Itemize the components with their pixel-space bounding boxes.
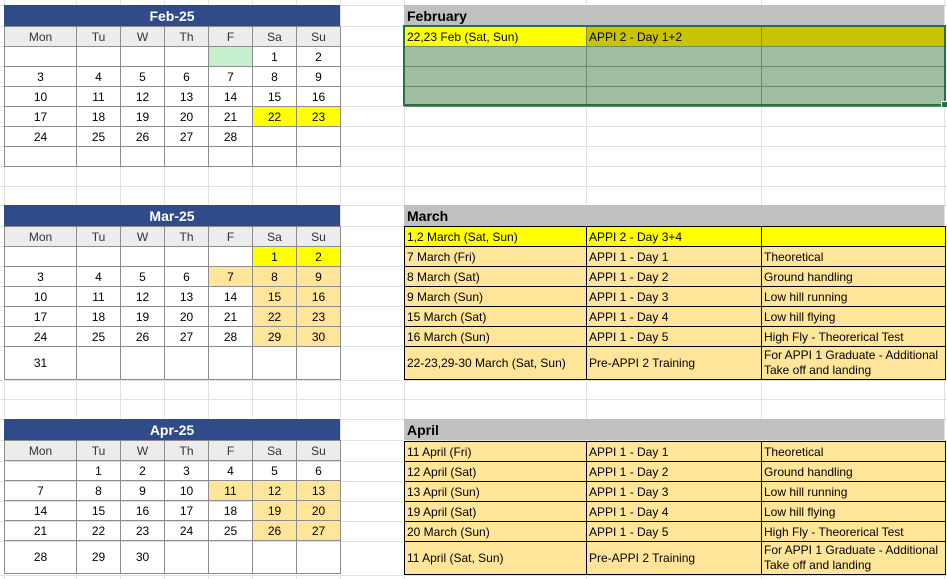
calendar-day-cell[interactable]: 24	[165, 521, 209, 541]
calendar-day-cell[interactable]: 21	[209, 107, 253, 127]
weekday-header: Mon	[5, 441, 77, 461]
schedule-date-cell[interactable]: 13 April (Sun)	[405, 482, 587, 502]
calendar-day-cell[interactable]: 2	[121, 461, 165, 481]
calendar-day-cell[interactable]: 22	[77, 521, 121, 541]
calendar-day-cell[interactable]: 6	[297, 461, 341, 481]
calendar-day-cell[interactable]: 26	[253, 521, 297, 541]
weekday-header: F	[209, 27, 253, 47]
calendar-day-cell[interactable]: 16	[297, 287, 341, 307]
schedule-topic-cell[interactable]: For APPI 1 Graduate - Additional Take off and landing	[762, 542, 946, 575]
weekday-header: Sa	[253, 27, 297, 47]
calendar-day-cell[interactable]	[297, 541, 341, 574]
calendar-day-cell[interactable]: 14	[209, 87, 253, 107]
weekday-header: Tu	[77, 441, 121, 461]
weekday-header: W	[121, 441, 165, 461]
schedule-date-cell[interactable]: 8 March (Sat)	[405, 267, 587, 287]
weekday-header: Su	[297, 227, 341, 247]
weekday-header: W	[121, 27, 165, 47]
calendar-day-cell[interactable]	[253, 147, 297, 167]
schedule-course-cell[interactable]: Pre-APPI 2 Training	[587, 542, 762, 575]
schedule-course-cell[interactable]: Pre-APPI 2 Training	[587, 347, 762, 380]
schedule-course-cell[interactable]: APPI 1 - Day 5	[587, 327, 762, 347]
calendar-day-cell[interactable]: 30	[121, 541, 165, 574]
calendar-day-cell[interactable]: 25	[77, 327, 121, 347]
calendar-day-cell[interactable]	[121, 347, 165, 380]
calendar-day-cell[interactable]: 3	[5, 267, 77, 287]
calendar-day-cell[interactable]: 23	[297, 107, 341, 127]
calendar-day-cell[interactable]: 13	[165, 87, 209, 107]
calendar-day-cell[interactable]	[121, 47, 165, 67]
calendar-day-cell[interactable]: 12	[121, 87, 165, 107]
calendar-day-cell[interactable]: 27	[165, 127, 209, 147]
calendar-day-cell[interactable]	[209, 147, 253, 167]
calendar-day-cell[interactable]	[297, 347, 341, 380]
schedule-topic-cell[interactable]: High Fly - Theorerical Test	[762, 327, 946, 347]
weekday-header: Sa	[253, 441, 297, 461]
schedule-topic-cell[interactable]	[762, 87, 946, 107]
schedule-course-cell[interactable]: APPI 1 - Day 2	[587, 462, 762, 482]
calendar-day-cell[interactable]: 28	[209, 327, 253, 347]
calendar-day-cell[interactable]: 3	[165, 461, 209, 481]
schedule-date-cell[interactable]	[405, 47, 587, 67]
calendar-day-cell[interactable]	[253, 541, 297, 574]
calendar-day-cell[interactable]: 17	[5, 107, 77, 127]
calendar-day-cell[interactable]: 22	[253, 307, 297, 327]
schedule-course-cell[interactable]: APPI 1 - Day 3	[587, 482, 762, 502]
schedule-topic-cell[interactable]: Theoretical	[762, 247, 946, 267]
schedule-date-cell[interactable]: 1,2 March (Sat, Sun)	[405, 227, 587, 247]
schedule-course-cell[interactable]: APPI 2 - Day 3+4	[587, 227, 762, 247]
calendar-day-cell[interactable]	[77, 47, 121, 67]
schedule-course-cell[interactable]: APPI 1 - Day 4	[587, 307, 762, 327]
schedule-course-cell[interactable]	[587, 87, 762, 107]
calendar-day-cell[interactable]	[77, 347, 121, 380]
calendar-day-cell[interactable]	[77, 147, 121, 167]
calendar-day-cell[interactable]: 25	[209, 521, 253, 541]
schedule-title-april: April	[404, 419, 944, 440]
calendar-day-cell[interactable]: 1	[253, 247, 297, 267]
schedule-date-cell[interactable]: 15 March (Sat)	[405, 307, 587, 327]
calendar-day-cell[interactable]: 15	[77, 501, 121, 521]
weekday-header: Tu	[77, 227, 121, 247]
calendar-day-cell[interactable]: 11	[77, 287, 121, 307]
calendar-day-cell[interactable]	[5, 247, 77, 267]
calendar-day-cell[interactable]	[209, 247, 253, 267]
calendar-day-cell[interactable]: 13	[297, 481, 341, 501]
calendar-day-cell[interactable]: 27	[297, 521, 341, 541]
calendar-day-cell[interactable]: 18	[77, 107, 121, 127]
calendar-day-cell[interactable]: 28	[5, 541, 77, 574]
calendar-feb	[4, 26, 341, 167]
calendar-day-cell[interactable]: 18	[209, 501, 253, 521]
schedule-february	[404, 26, 946, 107]
calendar-day-cell[interactable]	[121, 147, 165, 167]
calendar-day-cell[interactable]	[253, 127, 297, 147]
calendar-day-cell[interactable]: 5	[121, 67, 165, 87]
calendar-day-cell[interactable]: 1	[77, 461, 121, 481]
schedule-topic-cell[interactable]	[762, 67, 946, 87]
schedule-date-cell[interactable]	[405, 67, 587, 87]
calendar-day-cell[interactable]	[165, 347, 209, 380]
calendar-day-cell[interactable]: 2	[297, 247, 341, 267]
calendar-day-cell[interactable]: 28	[209, 127, 253, 147]
schedule-april	[404, 441, 946, 575]
weekday-header: W	[121, 227, 165, 247]
schedule-topic-cell[interactable]	[762, 227, 946, 247]
schedule-course-cell[interactable]: APPI 1 - Day 3	[587, 287, 762, 307]
calendar-day-cell[interactable]: 23	[121, 521, 165, 541]
schedule-course-cell[interactable]: APPI 1 - Day 2	[587, 267, 762, 287]
calendar-apr	[4, 440, 341, 574]
schedule-topic-cell[interactable]: Low hill flying	[762, 307, 946, 327]
calendar-day-cell[interactable]: 15	[253, 287, 297, 307]
calendar-day-cell[interactable]	[5, 47, 77, 67]
calendar-day-cell[interactable]: 20	[165, 107, 209, 127]
schedule-topic-cell[interactable]: Theoretical	[762, 442, 946, 462]
calendar-day-cell[interactable]	[209, 541, 253, 574]
schedule-date-cell[interactable]: 7 March (Fri)	[405, 247, 587, 267]
schedule-topic-cell[interactable]: For APPI 1 Graduate - Additional Take off and landing	[762, 347, 946, 380]
weekday-header: Th	[165, 227, 209, 247]
calendar-day-cell[interactable]: 18	[77, 307, 121, 327]
calendar-day-cell[interactable]: 9	[121, 481, 165, 501]
calendar-day-cell[interactable]: 9	[297, 67, 341, 87]
weekday-header: F	[209, 441, 253, 461]
weekday-header: Mon	[5, 27, 77, 47]
calendar-day-cell[interactable]	[297, 147, 341, 167]
calendar-day-cell[interactable]: 30	[297, 327, 341, 347]
calendar-day-cell[interactable]: 26	[121, 327, 165, 347]
calendar-day-cell[interactable]: 12	[121, 287, 165, 307]
calendar-day-cell[interactable]	[209, 347, 253, 380]
calendar-day-cell[interactable]: 23	[297, 307, 341, 327]
schedule-topic-cell[interactable]: Ground handling	[762, 462, 946, 482]
calendar-day-cell[interactable]: 22	[253, 107, 297, 127]
schedule-title-february: February	[404, 5, 944, 26]
schedule-course-cell[interactable]	[587, 47, 762, 67]
schedule-course-cell[interactable]: APPI 1 - Day 1	[587, 442, 762, 462]
calendar-day-cell[interactable]	[165, 247, 209, 267]
schedule-march	[404, 226, 946, 380]
calendar-day-cell[interactable]: 15	[253, 87, 297, 107]
weekday-header: Th	[165, 27, 209, 47]
calendar-day-cell[interactable]: 4	[209, 461, 253, 481]
calendar-day-cell[interactable]	[165, 541, 209, 574]
calendar-day-cell[interactable]: 5	[121, 267, 165, 287]
calendar-day-cell[interactable]: 10	[5, 87, 77, 107]
calendar-day-cell[interactable]: 9	[297, 267, 341, 287]
calendar-day-cell[interactable]: 14	[209, 287, 253, 307]
schedule-title-march: March	[404, 205, 944, 226]
calendar-day-cell[interactable]: 13	[165, 287, 209, 307]
calendar-day-cell[interactable]: 19	[121, 107, 165, 127]
weekday-header: Sa	[253, 227, 297, 247]
calendar-day-cell[interactable]	[77, 247, 121, 267]
schedule-topic-cell[interactable]	[762, 27, 946, 47]
weekday-header: Su	[297, 441, 341, 461]
calendar-day-cell[interactable]	[165, 47, 209, 67]
schedule-topic-cell[interactable]: High Fly - Theorerical Test	[762, 522, 946, 542]
calendar-day-cell[interactable]	[5, 147, 77, 167]
schedule-date-cell[interactable]: 12 April (Sat)	[405, 462, 587, 482]
schedule-date-cell[interactable]: 16 March (Sun)	[405, 327, 587, 347]
calendar-day-cell[interactable]	[5, 461, 77, 481]
schedule-course-cell[interactable]: APPI 2 - Day 1+2	[587, 27, 762, 47]
weekday-header: Mon	[5, 227, 77, 247]
calendar-day-cell[interactable]: 11	[77, 87, 121, 107]
calendar-day-cell[interactable]: 29	[253, 327, 297, 347]
weekday-header: Su	[297, 27, 341, 47]
calendar-day-cell[interactable]: 24	[5, 127, 77, 147]
calendar-mar	[4, 226, 341, 380]
schedule-topic-cell[interactable]: Low hill running	[762, 287, 946, 307]
calendar-day-cell[interactable]: 7	[209, 267, 253, 287]
calendar-day-cell[interactable]: 24	[5, 327, 77, 347]
calendar-day-cell[interactable]: 21	[209, 307, 253, 327]
calendar-day-cell[interactable]: 8	[77, 481, 121, 501]
calendar-day-cell[interactable]: 4	[77, 67, 121, 87]
calendar-day-cell[interactable]	[165, 147, 209, 167]
schedule-date-cell[interactable]: 22-23,29-30 March (Sat, Sun)	[405, 347, 587, 380]
calendar-day-cell[interactable]: 31	[5, 347, 77, 380]
calendar-day-cell[interactable]: 26	[121, 127, 165, 147]
calendar-day-cell[interactable]: 11	[209, 481, 253, 501]
calendar-day-cell[interactable]: 12	[253, 481, 297, 501]
calendar-day-cell[interactable]	[253, 347, 297, 380]
calendar-day-cell[interactable]: 6	[165, 267, 209, 287]
calendar-day-cell[interactable]: 5	[253, 461, 297, 481]
calendar-title-feb: Feb-25	[4, 5, 340, 26]
calendar-day-cell[interactable]: 19	[121, 307, 165, 327]
calendar-day-cell[interactable]: 4	[77, 267, 121, 287]
schedule-date-cell[interactable]: 9 March (Sun)	[405, 287, 587, 307]
calendar-day-cell[interactable]: 17	[165, 501, 209, 521]
schedule-date-cell[interactable]: 20 March (Sun)	[405, 522, 587, 542]
schedule-date-cell[interactable]: 11 April (Sat, Sun)	[405, 542, 587, 575]
weekday-header: Th	[165, 441, 209, 461]
calendar-day-cell[interactable]: 7	[5, 481, 77, 501]
schedule-date-cell[interactable]	[405, 87, 587, 107]
calendar-day-cell[interactable]: 17	[5, 307, 77, 327]
calendar-day-cell[interactable]: 6	[165, 67, 209, 87]
schedule-date-cell[interactable]: 22,23 Feb (Sat, Sun)	[405, 27, 587, 47]
weekday-header: F	[209, 227, 253, 247]
calendar-day-cell[interactable]: 20	[297, 501, 341, 521]
schedule-course-cell[interactable]: APPI 1 - Day 1	[587, 247, 762, 267]
calendar-day-cell[interactable]: 25	[77, 127, 121, 147]
calendar-title-apr: Apr-25	[4, 419, 340, 440]
calendar-day-cell[interactable]: 1	[253, 47, 297, 67]
calendar-day-cell[interactable]	[121, 247, 165, 267]
calendar-day-cell[interactable]: 16	[297, 87, 341, 107]
schedule-topic-cell[interactable]	[762, 47, 946, 67]
schedule-course-cell[interactable]: APPI 1 - Day 5	[587, 522, 762, 542]
calendar-day-cell[interactable]: 19	[253, 501, 297, 521]
schedule-date-cell[interactable]: 19 April (Sat)	[405, 502, 587, 522]
calendar-day-cell[interactable]: 3	[5, 67, 77, 87]
calendar-day-cell[interactable]: 2	[297, 47, 341, 67]
calendar-day-cell[interactable]: 14	[5, 501, 77, 521]
schedule-course-cell[interactable]: APPI 1 - Day 4	[587, 502, 762, 522]
schedule-date-cell[interactable]: 11 April (Fri)	[405, 442, 587, 462]
calendar-day-cell[interactable]: 8	[253, 67, 297, 87]
fill-handle[interactable]	[941, 101, 947, 108]
calendar-day-cell[interactable]: 29	[77, 541, 121, 574]
calendar-day-cell[interactable]: 16	[121, 501, 165, 521]
calendar-day-cell[interactable]: 27	[165, 327, 209, 347]
calendar-day-cell[interactable]: 8	[253, 267, 297, 287]
calendar-day-cell[interactable]: 7	[209, 67, 253, 87]
schedule-topic-cell[interactable]: Ground handling	[762, 267, 946, 287]
calendar-day-cell[interactable]: 21	[5, 521, 77, 541]
schedule-topic-cell[interactable]: Low hill running	[762, 482, 946, 502]
calendar-day-cell[interactable]	[209, 47, 253, 67]
calendar-day-cell[interactable]	[297, 127, 341, 147]
weekday-header: Tu	[77, 27, 121, 47]
calendar-day-cell[interactable]: 20	[165, 307, 209, 327]
calendar-title-mar: Mar-25	[4, 205, 340, 226]
calendar-day-cell[interactable]: 10	[5, 287, 77, 307]
calendar-day-cell[interactable]: 10	[165, 481, 209, 501]
schedule-topic-cell[interactable]: Low hill flying	[762, 502, 946, 522]
schedule-course-cell[interactable]	[587, 67, 762, 87]
